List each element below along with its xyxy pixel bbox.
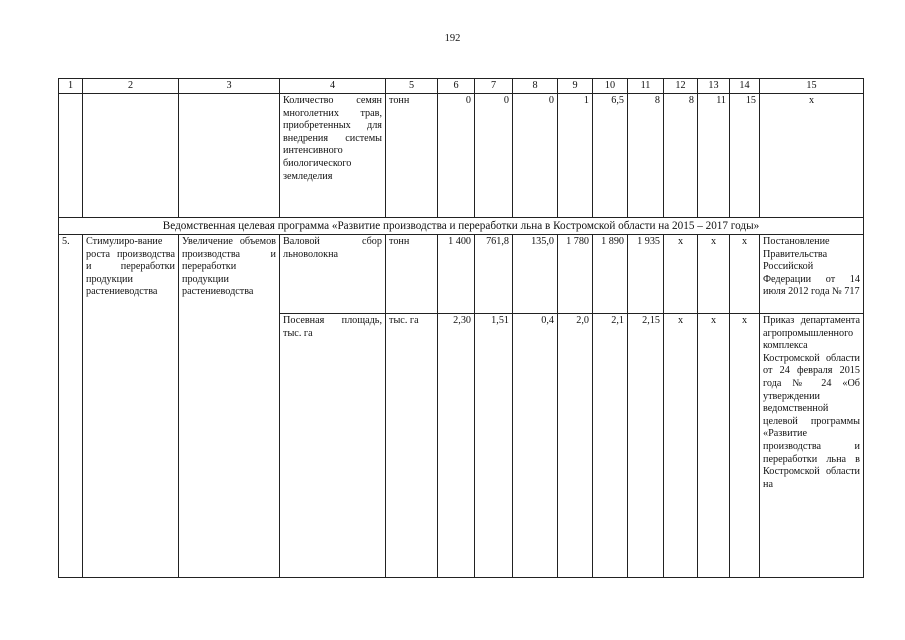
page-number: 192 <box>444 33 461 44</box>
event-cell <box>179 94 280 218</box>
value-cell: 2,30 <box>438 314 475 578</box>
value-cell: 2,0 <box>558 314 593 578</box>
column-number-row <box>59 79 864 94</box>
column-number: 2 <box>83 79 179 94</box>
value-cell: х <box>730 314 760 578</box>
value-cell: 2,15 <box>628 314 664 578</box>
table-row <box>59 94 864 218</box>
value-cell: 2,1 <box>593 314 628 578</box>
targets-table <box>58 78 864 578</box>
event-cell: Увеличение объемов производства и переработки продукции растениеводства <box>179 235 280 578</box>
row-number-cell <box>59 94 83 218</box>
document-cell: Приказ департамента агропромышленного комплекса Костромской области от 24 февраля 2015 года № 24 «Об утверждении ведомственной целевой программы «Развитие производства и переработки льна в Костромской области на <box>760 314 864 578</box>
column-number: 1 <box>59 79 83 94</box>
value-cell: 0 <box>513 94 558 218</box>
value-cell: 761,8 <box>475 235 513 314</box>
value-cell: 8 <box>664 94 698 218</box>
value-cell: 0 <box>438 94 475 218</box>
value-cell: 1 780 <box>558 235 593 314</box>
value-cell: 0,4 <box>513 314 558 578</box>
column-number: 11 <box>628 79 664 94</box>
column-number: 9 <box>558 79 593 94</box>
column-number: 15 <box>760 79 864 94</box>
indicator-name: Посевная площадь, тыс. га <box>280 314 386 578</box>
document-cell: х <box>760 94 864 218</box>
document-cell: Постановление Правительства Российской Федерации от 14 июля 2012 года № 717 <box>760 235 864 314</box>
value-cell: 1 400 <box>438 235 475 314</box>
indicator-name: Валовой сбор льноволокна <box>280 235 386 314</box>
value-cell: 1 <box>558 94 593 218</box>
value-cell: 1 935 <box>628 235 664 314</box>
unit-cell: тонн <box>386 235 438 314</box>
value-cell: 1,51 <box>475 314 513 578</box>
task-cell <box>83 94 179 218</box>
program-title-row <box>59 218 864 235</box>
row-number-cell: 5. <box>59 235 83 578</box>
value-cell: х <box>730 235 760 314</box>
column-number: 5 <box>386 79 438 94</box>
value-cell: 1 890 <box>593 235 628 314</box>
value-cell: х <box>698 314 730 578</box>
task-cell: Стимулиро-вание роста производства и переработки продукции растениеводства <box>83 235 179 578</box>
value-cell: 11 <box>698 94 730 218</box>
table-row <box>59 235 864 314</box>
value-cell: х <box>698 235 730 314</box>
value-cell: 8 <box>628 94 664 218</box>
unit-cell: тыс. га <box>386 314 438 578</box>
program-title: Ведомственная целевая программа «Развитие производства и переработки льна в Костромской области на 2015 – 2017 годы» <box>59 218 864 235</box>
column-number: 3 <box>179 79 280 94</box>
column-number: 4 <box>280 79 386 94</box>
column-number: 6 <box>438 79 475 94</box>
value-cell: х <box>664 235 698 314</box>
column-number: 7 <box>475 79 513 94</box>
column-number: 10 <box>593 79 628 94</box>
column-number: 13 <box>698 79 730 94</box>
value-cell: 15 <box>730 94 760 218</box>
column-number: 12 <box>664 79 698 94</box>
value-cell: 6,5 <box>593 94 628 218</box>
column-number: 14 <box>730 79 760 94</box>
indicator-name: Количество семян многолетних трав, приобретенных для внедрения системы интенсивного биологического земледелия <box>280 94 386 218</box>
value-cell: х <box>664 314 698 578</box>
unit-cell: тонн <box>386 94 438 218</box>
value-cell: 135,0 <box>513 235 558 314</box>
value-cell: 0 <box>475 94 513 218</box>
column-number: 8 <box>513 79 558 94</box>
